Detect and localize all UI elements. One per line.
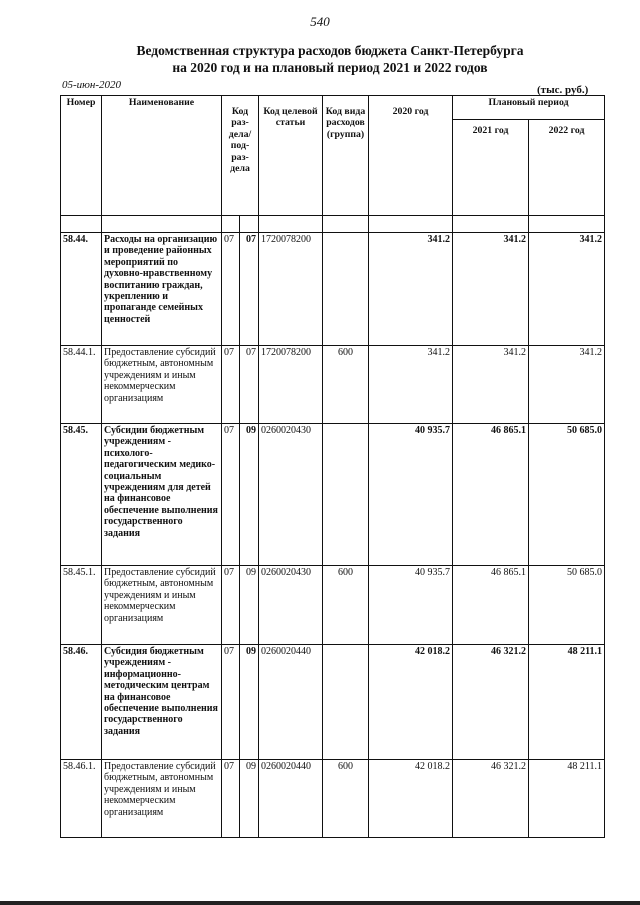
row-number: 58.45. xyxy=(61,424,102,566)
row-section: 07 xyxy=(222,645,240,760)
title-line-1: Ведомственная структура расходов бюджета Санкт-Петербурга xyxy=(136,43,524,58)
scan-edge-bar xyxy=(0,901,640,905)
row-name: Предоставление субсидий бюджетным, автономным учреждениям и иным некоммерческим организациям xyxy=(102,760,222,838)
row-subsection: 09 xyxy=(240,645,259,760)
table-row xyxy=(61,346,605,424)
row-name: Предоставление субсидий бюджетным, автономным учреждениям и иным некоммерческим организациям xyxy=(102,566,222,645)
row-subsection: 07 xyxy=(240,346,259,424)
header-name: Наименование xyxy=(102,96,222,216)
row-number: 58.46.1. xyxy=(61,760,102,838)
row-expense-type xyxy=(323,645,369,760)
row-2021: 46 865.1 xyxy=(453,566,529,645)
header-2020: 2020 год xyxy=(369,96,453,216)
row-2020: 40 935.7 xyxy=(369,566,453,645)
row-name: Субсидии бюджетным учреждениям - психолого-педагогическим медико-социальным учреждениям для детей на финансовое обеспечение выполнения государственного задания xyxy=(102,424,222,566)
table-row xyxy=(61,645,605,760)
row-2022: 50 685.0 xyxy=(529,566,605,645)
row-2021: 46 865.1 xyxy=(453,424,529,566)
row-2021: 341.2 xyxy=(453,346,529,424)
document-title xyxy=(60,42,600,76)
row-subsection: 07 xyxy=(240,233,259,346)
row-2022: 48 211.1 xyxy=(529,645,605,760)
row-2022: 341.2 xyxy=(529,346,605,424)
row-2022: 48 211.1 xyxy=(529,760,605,838)
header-2022: 2022 год xyxy=(529,120,605,216)
header-section: Код раз- дела/ под- раз- дела xyxy=(222,96,259,216)
row-name: Предоставление субсидий бюджетным, автономным учреждениям и иным некоммерческим организациям xyxy=(102,346,222,424)
row-number: 58.46. xyxy=(61,645,102,760)
header-planned-period: Плановый период xyxy=(453,96,605,120)
row-section: 07 xyxy=(222,566,240,645)
row-number: 58.44.1. xyxy=(61,346,102,424)
row-target: 0260020440 xyxy=(259,760,323,838)
table-row xyxy=(61,424,605,566)
header-expense-type: Код вида расходов (группа) xyxy=(323,96,369,216)
row-2021: 341.2 xyxy=(453,233,529,346)
row-expense-type: 600 xyxy=(323,760,369,838)
row-2022: 341.2 xyxy=(529,233,605,346)
table-row xyxy=(61,566,605,645)
row-2020: 341.2 xyxy=(369,233,453,346)
row-expense-type xyxy=(323,424,369,566)
header-target: Код целевой статьи xyxy=(259,96,323,216)
row-target: 1720078200 xyxy=(259,233,323,346)
row-subsection: 09 xyxy=(240,566,259,645)
row-2020: 42 018.2 xyxy=(369,760,453,838)
header-number: Номер xyxy=(61,96,102,216)
row-2022: 50 685.0 xyxy=(529,424,605,566)
row-name: Субсидия бюджетным учреждениям - информационно-методическим центрам на финансовое обеспечение выполнения государственного задания xyxy=(102,645,222,760)
row-expense-type xyxy=(323,233,369,346)
table-row xyxy=(61,760,605,838)
row-number: 58.45.1. xyxy=(61,566,102,645)
row-subsection: 09 xyxy=(240,424,259,566)
row-target: 1720078200 xyxy=(259,346,323,424)
row-2020: 40 935.7 xyxy=(369,424,453,566)
row-2021: 46 321.2 xyxy=(453,645,529,760)
row-section: 07 xyxy=(222,760,240,838)
row-section: 07 xyxy=(222,424,240,566)
units-label: (тыс. руб.) xyxy=(537,84,589,96)
row-expense-type: 600 xyxy=(323,346,369,424)
row-section: 07 xyxy=(222,346,240,424)
title-line-2: на 2020 год и на плановый период 2021 и 2022 годов xyxy=(172,60,488,75)
row-2020: 341.2 xyxy=(369,346,453,424)
row-name: Расходы на организацию и проведение районных мероприятий по духовно-нравственному воспитанию граждан, укреплению и пропаганде семейных ценностей xyxy=(102,233,222,346)
page-number: 540 xyxy=(310,14,330,29)
row-number: 58.44. xyxy=(61,233,102,346)
row-2021: 46 321.2 xyxy=(453,760,529,838)
row-2020: 42 018.2 xyxy=(369,645,453,760)
document-date: 05-июн-2020 xyxy=(62,79,122,91)
row-target: 0260020430 xyxy=(259,566,323,645)
table-row xyxy=(61,233,605,346)
header-gap-row xyxy=(61,216,605,233)
row-section: 07 xyxy=(222,233,240,346)
row-target: 0260020430 xyxy=(259,424,323,566)
header-2021: 2021 год xyxy=(453,120,529,216)
row-subsection: 09 xyxy=(240,760,259,838)
row-expense-type: 600 xyxy=(323,566,369,645)
budget-table xyxy=(60,95,605,838)
row-target: 0260020440 xyxy=(259,645,323,760)
